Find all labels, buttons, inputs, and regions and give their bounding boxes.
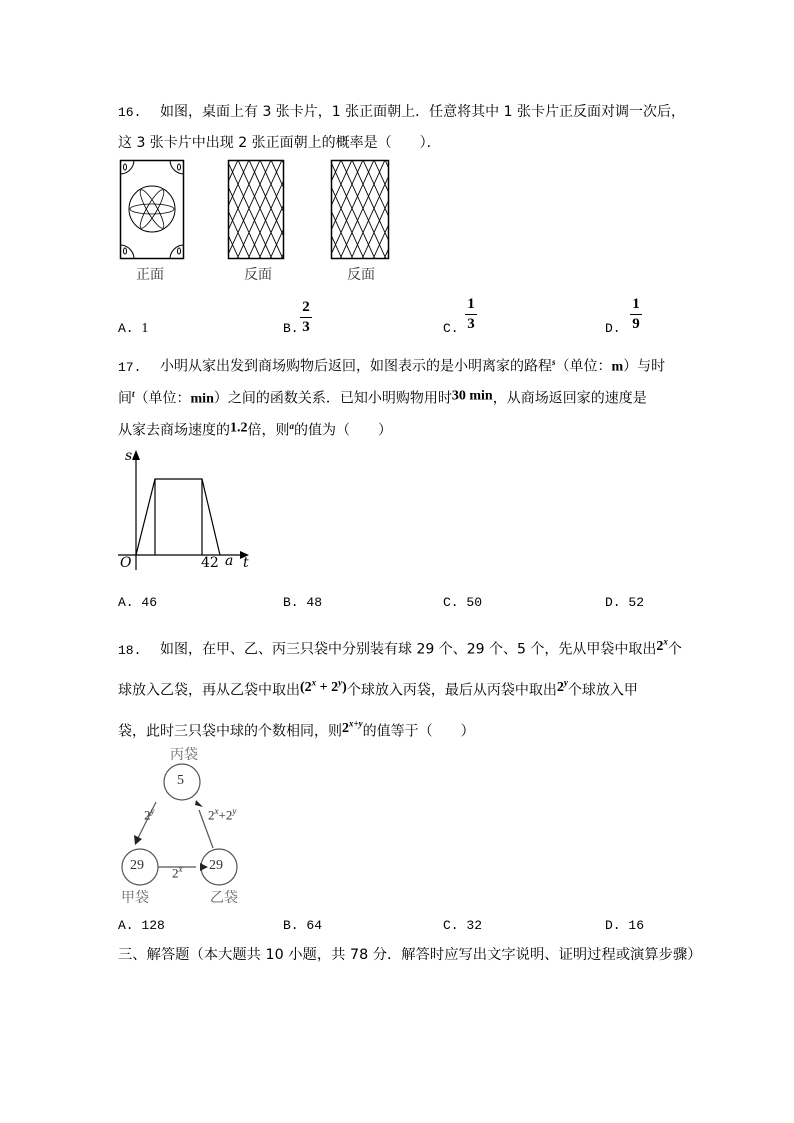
q18-line2 (118, 673, 638, 700)
q18-option-c: C. 32 (443, 918, 483, 933)
math-2x-plus-2y: $(2^x + 2^y)$ (300, 677, 347, 695)
card-back-figure (228, 160, 284, 259)
text: ）之间的函数关系．已知小明购物用时 (213, 390, 452, 407)
q18-number: 18. (118, 642, 142, 658)
text: 小明从家出发到商场购物后返回，如图表示的是小明离家的路程 (160, 358, 552, 375)
text: 球放入乙袋，再从乙袋中取出 (118, 682, 300, 699)
text: 倍，则 (247, 422, 290, 439)
text: 从家去商场速度的 (118, 422, 230, 439)
math-t: t (132, 389, 135, 399)
graph-x-label: t (243, 555, 249, 571)
graph-y-label: s (125, 448, 133, 464)
math-time: 30 min (451, 388, 493, 404)
numerator: 1 (467, 296, 475, 312)
math-a: a (289, 421, 294, 431)
q17-number: 17. (118, 359, 142, 375)
bag-a-count: 29 (130, 858, 144, 873)
q18-option-a: A. 128 (118, 918, 165, 933)
text: ，从商场返回家的速度是 (492, 390, 647, 407)
bag-b-count: 29 (209, 858, 223, 873)
text: （单位： (555, 358, 612, 375)
numerator: 2 (302, 299, 310, 315)
text: 的值等于（ ） (362, 723, 475, 740)
q17-option-a: A. 46 (118, 595, 158, 610)
math-unit: min (190, 391, 214, 407)
text: （单位： (134, 390, 191, 407)
distance-time-graph (118, 450, 258, 575)
q16-line2: 这 3 张卡片中出现 2 张正面朝上的概率是（ ）． (118, 135, 441, 151)
text: 个球放入甲 (567, 682, 638, 699)
denominator: 9 (632, 316, 640, 332)
math-2y: 2$^y$ (556, 677, 568, 695)
card-label-front: 正面 (136, 267, 164, 283)
math-2x: 2$^x$ (656, 636, 668, 654)
text: 个球放入丙袋，最后从丙袋中取出 (346, 682, 557, 699)
q16-option-b-fraction (300, 300, 312, 335)
numerator: 1 (632, 296, 640, 312)
q18-option-d: D. 16 (605, 918, 645, 933)
q17-option-c: C. 50 (443, 595, 483, 610)
denominator: 3 (467, 316, 475, 332)
math-unit: m (611, 359, 624, 375)
bag-c-label: 丙袋 (170, 747, 198, 763)
q16-option-a (118, 321, 148, 337)
graph-tick-a: a (225, 553, 234, 569)
text: 袋，此时三只袋中球的个数相同，则 (118, 723, 342, 740)
text: ）与时 (623, 358, 666, 375)
q16-line1 (118, 103, 685, 122)
q16-option-d-fraction (630, 297, 642, 332)
card-label-back: 反面 (244, 267, 272, 283)
card-label-back: 反面 (347, 267, 375, 283)
q16-text-1: 如图，桌面上有 3 张卡片，1 张正面朝上．任意将其中 1 张卡片正反面对调一次后， (160, 104, 685, 120)
graph-tick-42: 42 (201, 555, 219, 571)
q17-line1 (118, 353, 665, 377)
bag-c-count: 5 (177, 773, 184, 788)
text: 如图，在甲、乙、丙三只袋中分别装有球 29 个、29 个、5 个，先从甲袋中取出 (160, 641, 657, 658)
arrow-label-2y: 2$^y$ (144, 806, 155, 823)
math-ratio: 1.2 (230, 420, 248, 436)
text: 的值为（ ） (294, 422, 392, 439)
text: 个 (667, 641, 682, 658)
q16-option-c-fraction (465, 297, 477, 332)
denominator: 3 (302, 319, 310, 335)
arrow-label-2x-plus-2y: $2^x+2^y$ (208, 806, 237, 823)
q18-option-b: B. 64 (283, 918, 323, 933)
q16-option-c-label: C. (443, 321, 459, 336)
graph-origin-label: O (120, 555, 132, 571)
bag-b-label: 乙袋 (210, 890, 238, 906)
q16-option-b-label: B. (283, 321, 299, 336)
arrow-label-2x: 2$^x$ (172, 864, 183, 881)
q16-option-d-label: D. (605, 321, 621, 336)
q16-number: 16. (118, 105, 142, 120)
option-value: 1 (141, 321, 149, 336)
q17-line2 (118, 385, 647, 409)
text: 间 (118, 390, 132, 407)
card-back-figure (331, 160, 389, 259)
q18-line1 (118, 632, 682, 660)
bag-a-label: 甲袋 (121, 890, 149, 906)
math-s: s (552, 357, 556, 367)
q18-line3 (118, 714, 475, 741)
math-2-pow-x-plus-y: $2^{x+y}$ (342, 718, 363, 736)
q17-line3 (118, 417, 392, 440)
card-front-figure (120, 160, 184, 259)
q17-option-d: D. 52 (605, 595, 645, 610)
option-label: A. (118, 321, 134, 336)
q17-option-b: B. 48 (283, 595, 323, 610)
section-3-heading: 三、解答题（本大题共 10 小题，共 78 分．解答时应写出文字说明、证明过程或演算步骤） (118, 947, 702, 963)
